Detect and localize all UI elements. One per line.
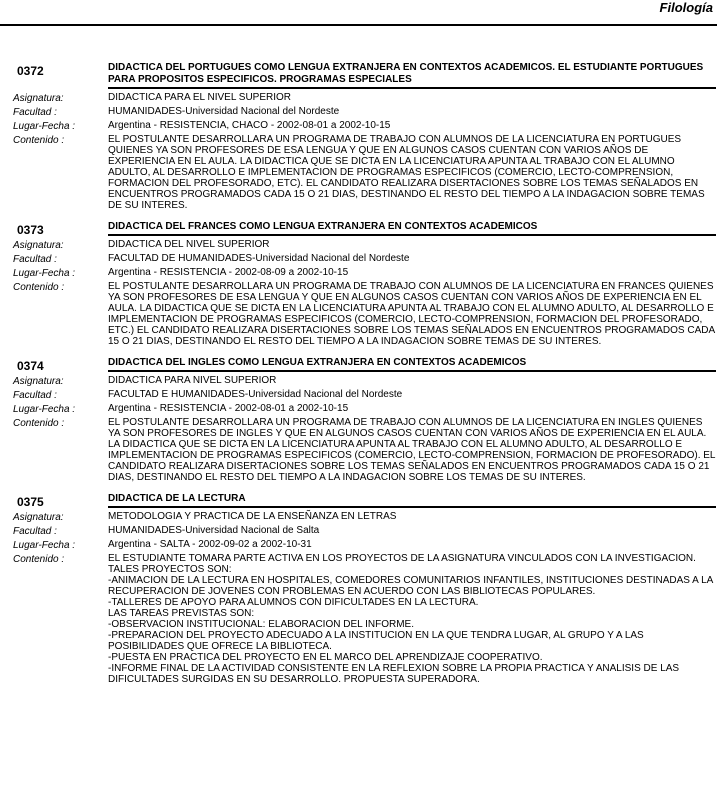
contenido-row bbox=[0, 553, 717, 685]
lugar-fecha-row bbox=[0, 403, 717, 414]
facultad-value: FACULTAD E HUMANIDADES-Universidad Nacional del Nordeste bbox=[108, 389, 403, 400]
lugar-fecha-label: Lugar-Fecha : bbox=[13, 404, 76, 415]
asignatura-row bbox=[0, 92, 717, 103]
asignatura-row bbox=[0, 375, 717, 386]
facultad-value: HUMANIDADES-Universidad Nacional de Salta bbox=[108, 525, 320, 536]
entry-header bbox=[0, 493, 717, 508]
contenido-value: EL ESTUDIANTE TOMARA PARTE ACTIVA EN LOS PROYECTOS DE LA ASIGNATURA VINCULADOS CON LA INVESTIGACION. TALES PROYECTOS SON: -ANIMACION DE LA LECTURA EN HOSPITALES, COMEDORES COMUNITARIOS INFANTILES, INSTITUCIONES DESTINADAS A LA RECUPERACION DE JOVENES CON PROBLEMAS EN ACUERDO CON LAS BIBLIOTECAS POPULARES. -TALLERES DE APOYO PARA ALUMNOS CON DIFICULTADES EN LA LECTURA. LAS TAREAS PREVISTAS SON: -OBSERVACION INSTITUCIONAL: ELABORACION DEL INFORME. -PREPARACION DEL PROYECTO ADECUADO A LA INSTITUCION EN LA QUE TENDRA LUGAR, AL GRUPO Y A LAS POSIBILIDADES QUE OFRECE LA BIBLIOTECA. -PUESTA EN PRACTICA DEL PROYECTO EN EL MARCO DEL APRENDIZAJE COOPERATIVO. -INFORME FINAL DE LA ACTIVIDAD CONSISTENTE EN LA REFLEXION SOBRE LA PROPIA PRACTICA Y ANALISIS DE LAS DIFICULTADES SURGIDAS EN SU DESARROLLO. PROPUESTA SUPERADORA. bbox=[108, 553, 713, 685]
lugar-fecha-row bbox=[0, 267, 717, 278]
facultad-label: Facultad : bbox=[13, 526, 57, 537]
entry-0372 bbox=[0, 62, 717, 211]
lugar-fecha-row bbox=[0, 120, 717, 131]
asignatura-row bbox=[0, 511, 717, 522]
entry-0373 bbox=[0, 221, 717, 347]
section-title: Filología bbox=[659, 0, 713, 15]
entry-code: 0372 bbox=[17, 64, 44, 78]
asignatura-value: DIDACTICA PARA NIVEL SUPERIOR bbox=[108, 375, 277, 386]
contenido-value: EL POSTULANTE DESARROLLARA UN PROGRAMA DE TRABAJO CON ALUMNOS DE LA LICENCIATURA EN INGLES QUIENES YA SON PROFESORES DE INGLES Y QUE EN ALGUNOS CASOS CUENTAN CON VARIOS AÑOS DE EXPERIENCIA EN EL AULA. LA DIDACTICA QUE SE DICTA EN LA LICENCIATURA APUNTA AL TRABAJO CON EL ALUMNO ADULTO, AL DESARROLLO E IMPLEMENTACION DE PROGRAMAS ESPECIFICOS (COMERCIO, LECTO-COMPRENSION, FORMACION DE PROFESORADO). EL CANDIDATO REALIZARA DISERTACIONES SOBRE LOS TEMAS SEÑALADOS EN ENCUENTROS PROGRAMADOS CADA 15 O 21 DIAS, DESTINANDO EL RESTO DEL TIEMPO A LA INDAGACION SOBRE LOS TEMAS DE SU INTERES. bbox=[108, 417, 716, 483]
asignatura-value: DIDACTICA PARA EL NIVEL SUPERIOR bbox=[108, 92, 292, 103]
facultad-row bbox=[0, 253, 717, 264]
contenido-label: Contenido : bbox=[13, 135, 65, 146]
facultad-value: HUMANIDADES-Universidad Nacional del Nordeste bbox=[108, 106, 340, 117]
lugar-fecha-label: Lugar-Fecha : bbox=[13, 121, 76, 132]
lugar-fecha-row bbox=[0, 539, 717, 550]
entry-title: DIDACTICA DE LA LECTURA bbox=[108, 493, 716, 508]
page-header bbox=[0, 0, 717, 26]
lugar-fecha-value: Argentina - RESISTENCIA - 2002-08-01 a 2002-10-15 bbox=[108, 403, 349, 414]
contenido-value: EL POSTULANTE DESARROLLARA UN PROGRAMA DE TRABAJO CON ALUMNOS DE LA LICENCIATURA EN FRANCES QUIENES YA SON PROFESORES DE ESA LENGUA Y QUE EN ALGUNOS CASOS CUENTAN CON VARIOS AÑOS DE EXPERIENCIA EN EL AULA. LA DIDACTICA QUE SE DICTA EN LA LICENCIATURA APUNTA AL TRABAJO CON EL ALUMNO ADULTO, AL DESARROLLO E IMPLEMENTACION DE PROGRAMAS ESPECIFICOS (COMERCIO, LECTO-COMPRENSION, FORMACION DEL PROFESORADO, ETC.) EL CANDIDATO REALIZARA DISERTACIONES SOBRE LOS TEMAS SEÑALADOS EN ENCUENTROS PROGRAMADOS CADA 15 O 21 DIAS, DESTINANDO EL RESTO DEL TIEMPO A LA INDAGACION SOBRE TEMAS DE SU INTERES. bbox=[108, 281, 715, 347]
entry-code: 0375 bbox=[17, 495, 44, 509]
facultad-label: Facultad : bbox=[13, 254, 57, 265]
lugar-fecha-value: Argentina - RESISTENCIA - 2002-08-09 a 2002-10-15 bbox=[108, 267, 349, 278]
asignatura-row bbox=[0, 239, 717, 250]
facultad-value: FACULTAD DE HUMANIDADES-Universidad Nacional del Nordeste bbox=[108, 253, 410, 264]
entries-list bbox=[0, 62, 717, 695]
contenido-label: Contenido : bbox=[13, 282, 65, 293]
entry-header bbox=[0, 357, 717, 372]
lugar-fecha-label: Lugar-Fecha : bbox=[13, 268, 76, 279]
lugar-fecha-value: Argentina - RESISTENCIA, CHACO - 2002-08-01 a 2002-10-15 bbox=[108, 120, 391, 131]
contenido-row bbox=[0, 134, 717, 211]
facultad-label: Facultad : bbox=[13, 107, 57, 118]
facultad-label: Facultad : bbox=[13, 390, 57, 401]
contenido-value: EL POSTULANTE DESARROLLARA UN PROGRAMA DE TRABAJO CON ALUMNOS DE LA LICENCIATURA EN PORTUGUES QUIENES YA SON PROFESORES DE ESA LENGUA Y QUE EN ALGUNOS CASOS CUENTAN CON VARIOS AÑOS DE EXPERIENCIA EN EL AULA. LA DIDACTICA QUE SE DICTA EN LA LICENCIATURA APUNTA AL TRABAJO CON EL ALUMNO ADULTO, AL DESARROLLO E IMPLEMENTACION DE PROGRAMAS ESPECIFICOS (COMERCIO, LECTO-COMPRENSION, FORMACION DEL PROFESORADO, ETC). EL CANDIDATO REALIZARA DISERTACIONES SOBRE LOS TEMAS SEÑALADOS EN ENCUENTROS PROGRAMADOS CADA 15 O 21 DIAS, DESTINANDO EL RESTO DEL TIEMPO A LA INDAGACION SOBRE TEMAS DE SU INTERES. bbox=[108, 134, 705, 211]
facultad-row bbox=[0, 106, 717, 117]
entry-code: 0374 bbox=[17, 359, 44, 373]
entry-title: DIDACTICA DEL FRANCES COMO LENGUA EXTRANJERA EN CONTEXTOS ACADEMICOS bbox=[108, 221, 716, 236]
facultad-row bbox=[0, 525, 717, 536]
asignatura-label: Asignatura: bbox=[13, 240, 64, 251]
contenido-row bbox=[0, 417, 717, 483]
entry-0375 bbox=[0, 493, 717, 685]
entry-title: DIDACTICA DEL INGLES COMO LENGUA EXTRANJERA EN CONTEXTOS ACADEMICOS bbox=[108, 357, 716, 372]
contenido-label: Contenido : bbox=[13, 554, 65, 565]
asignatura-label: Asignatura: bbox=[13, 512, 64, 523]
asignatura-label: Asignatura: bbox=[13, 376, 64, 387]
entry-title: DIDACTICA DEL PORTUGUES COMO LENGUA EXTRANJERA EN CONTEXTOS ACADEMICOS. EL ESTUDIANTE PORTUGUES PARA PROPOSITOS ESPECIFICOS. PROGRAMAS ESPECIALES bbox=[108, 62, 716, 89]
entry-header bbox=[0, 62, 717, 89]
lugar-fecha-value: Argentina - SALTA - 2002-09-02 a 2002-10-31 bbox=[108, 539, 312, 550]
facultad-row bbox=[0, 389, 717, 400]
asignatura-label: Asignatura: bbox=[13, 93, 64, 104]
lugar-fecha-label: Lugar-Fecha : bbox=[13, 540, 76, 551]
contenido-label: Contenido : bbox=[13, 418, 65, 429]
contenido-row bbox=[0, 281, 717, 347]
asignatura-value: METODOLOGIA Y PRACTICA DE LA ENSEÑANZA EN LETRAS bbox=[108, 511, 397, 522]
entry-0374 bbox=[0, 357, 717, 483]
entry-code: 0373 bbox=[17, 223, 44, 237]
entry-header bbox=[0, 221, 717, 236]
asignatura-value: DIDACTICA DEL NIVEL SUPERIOR bbox=[108, 239, 270, 250]
